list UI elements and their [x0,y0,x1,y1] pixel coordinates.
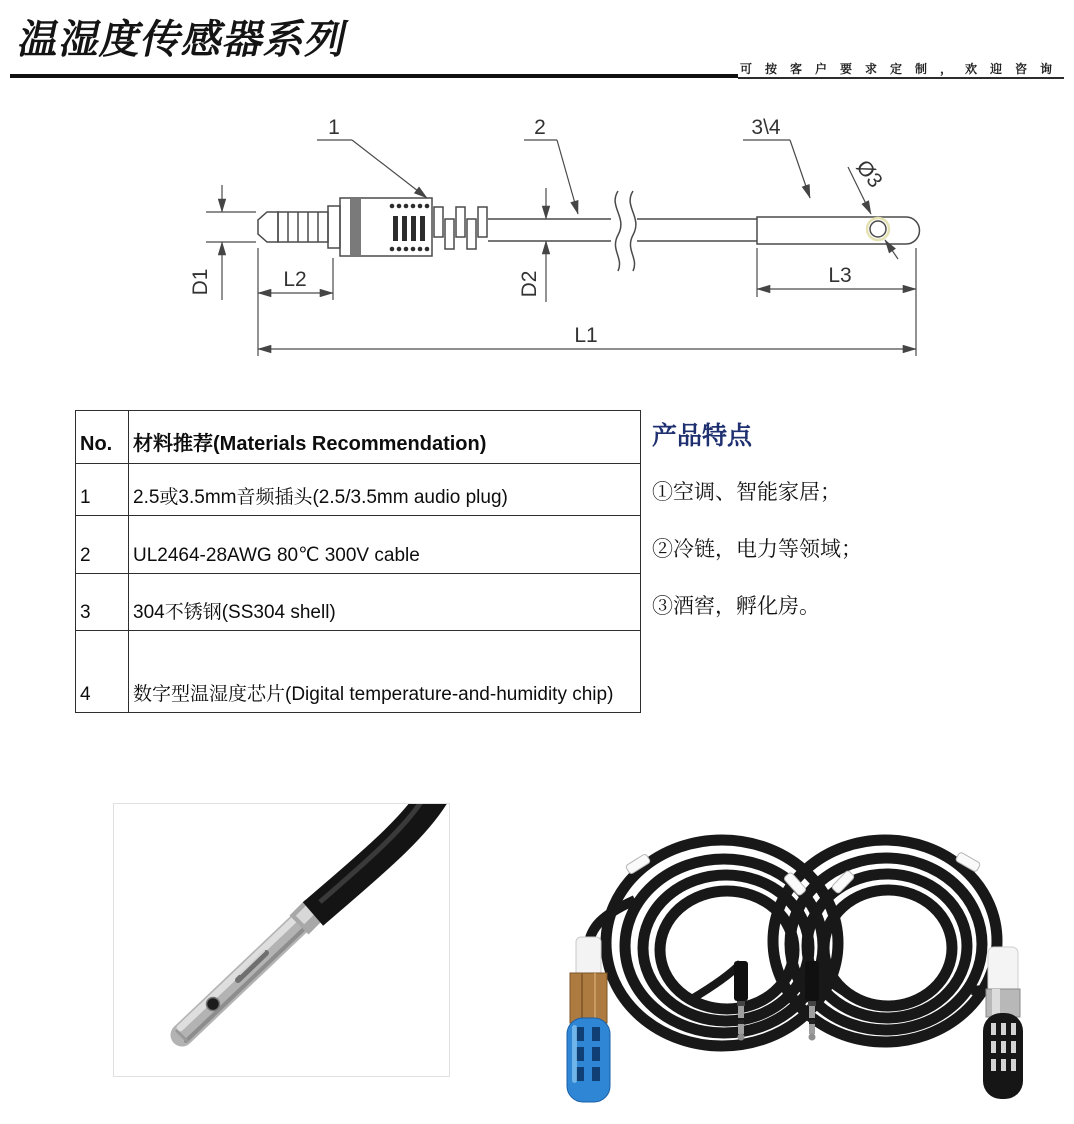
d2-label: D2 [518,270,541,298]
row-no: 3 [76,574,129,631]
table-row [76,516,641,574]
header-rule-thick [10,74,738,78]
row-no: 4 [76,631,129,713]
header-rule-thin [738,77,1064,79]
materials-table [75,410,641,713]
l1-label: L1 [574,324,598,347]
cable-outline [488,191,757,271]
callout-2-label: 2 [534,116,546,139]
customization-tagline: 可按客户要求定制，欢迎咨询 [740,62,1066,76]
features-heading: 产品特点 [652,422,753,450]
probe-closeup-illustration [114,804,449,1076]
callout-3-4-label: 3\4 [751,116,781,139]
sensor-dimension-drawing [55,106,945,368]
callout-1-label: 1 [328,116,340,139]
dimension-lines [206,140,916,356]
row-no: 2 [76,516,129,574]
row-material: 数字型温湿度芯片(Digital temperature-and-humidity chip) [129,631,641,713]
dimension-labels [189,116,887,347]
table-row [76,631,641,713]
feature-item: ②冷链，电力等领域； [652,538,862,561]
probe-outline [757,217,920,244]
plug-grip-details [350,199,429,255]
page-title: 温湿度传感器系列 [14,17,353,62]
photo-probe-closeup [113,803,450,1077]
table-row [76,574,641,631]
row-material: 304不锈钢(SS304 shell) [129,574,641,631]
row-material: 2.5或3.5mm音频插头(2.5/3.5mm audio plug) [129,464,641,516]
feature-item: ①空调、智能家居； [652,481,841,504]
cable-assemblies-illustration [540,815,1050,1105]
d1-label: D1 [189,268,212,296]
col-header-no: No. [76,411,129,464]
photo-cable-assemblies [540,815,1050,1105]
l2-label: L2 [283,268,307,291]
row-no: 1 [76,464,129,516]
row-material: UL2464-28AWG 80℃ 300V cable [129,516,641,574]
col-header-material: 材料推荐(Materials Recommendation) [129,411,641,464]
diameter-label: Ø3 [851,155,887,193]
product-features [652,416,1052,647]
table-header-row [76,411,641,464]
l3-label: L3 [828,264,852,287]
table-row [76,464,641,516]
feature-item: ③酒窖，孵化房。 [652,595,820,618]
plug-outline [258,198,487,256]
